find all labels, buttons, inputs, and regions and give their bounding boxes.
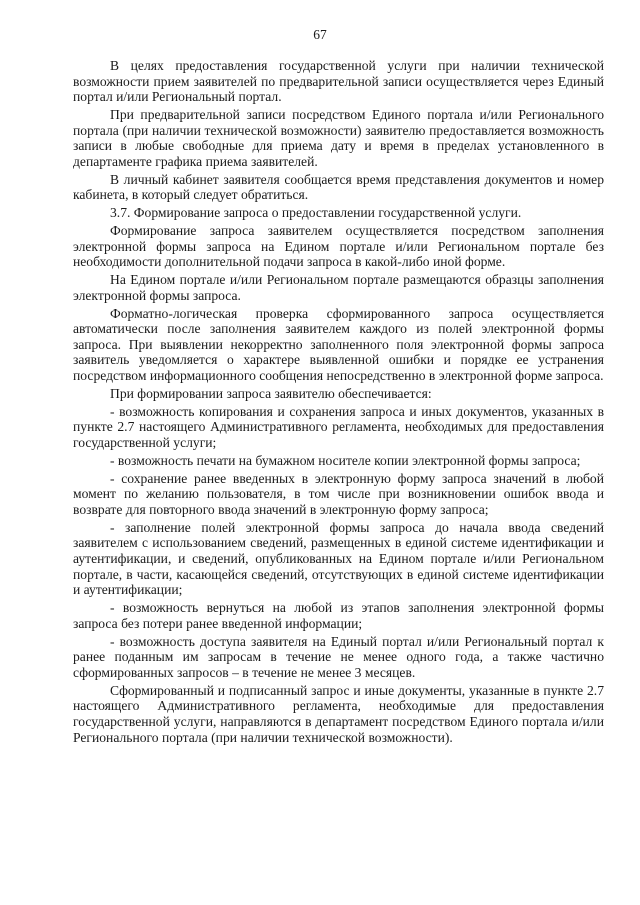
list-item-return-step: - возможность вернуться на любой из этапов заполнения электронной формы запроса без потери ранее введенной информации; xyxy=(73,600,604,631)
page-number: 67 xyxy=(313,27,327,42)
paragraph-request-form: Формирование запроса заявителем осуществляется посредством заполнения электронной формы запроса на Едином портале и/или Региональном портале без необходимости дополнительной подачи запроса в какой-либо иной форме. xyxy=(73,223,604,270)
paragraph-appointment-slots: При предварительной записи посредством Единого портала и/или Регионального портала (при наличии технической возможности) заявителю предоставляется возможность записи в любые свободные для приема дату и время в пределах установленного в департаменте графика приема заявителей. xyxy=(73,107,604,169)
list-item-prefill: - заполнение полей электронной формы запроса до начала ввода сведений заявителем с использованием сведений, размещенных в единой системе идентификации и аутентификации, и сведений, опубликованных на Едином портале и/или Региональном портале, в части, касающейся сведений, отсутствующих в единой системе идентификации и аутентификации; xyxy=(73,519,604,598)
list-item-print: - возможность печати на бумажном носителе копии электронной формы запроса; xyxy=(110,452,581,468)
paragraph-online-appointment: В целях предоставления государственной услуги при наличии технической возможности прием заявителей по предварительной записи осуществляется через Единый портал и/или Региональный портал. xyxy=(73,58,604,105)
list-item-access-history: - возможность доступа заявителя на Единый портал и/или Региональный портал к ранее поданным им запросам в течение не менее одного года, а также частично сформированных запросов – в течение не менее 3 месяцев. xyxy=(73,633,604,680)
paragraph-submission: Сформированный и подписанный запрос и иные документы, указанные в пункте 2.7 настоящего Административного регламента, необходимые для предоставления государственной услуги, направляются в департамент посредством Единого портала и/или Регионального портала (при наличии технической возможности). xyxy=(73,682,604,745)
section-heading-3-7: 3.7. Формирование запроса о предоставлении государственной услуги. xyxy=(110,205,522,221)
document-body xyxy=(73,58,604,745)
paragraph-personal-cabinet: В личный кабинет заявителя сообщается время представления документов и номер кабинета, в который следует обратиться. xyxy=(73,171,604,203)
list-item-copy-save: - возможность копирования и сохранения запроса и иных документов, указанных в пункте 2.7 настоящего Административного регламента, необходимых для предоставления государственной услуги; xyxy=(73,403,604,451)
paragraph-format-check: Форматно-логическая проверка сформированного запроса осуществляется автоматически после заполнения заявителем каждого из полей электронной формы запроса. При выявлении некорректно заполненного поля электронной формы запроса заявитель уведомляется о характере выявленной ошибки и порядке ее устранения посредством информационного сообщения непосредственно в электронной форме запроса. xyxy=(73,305,604,384)
paragraph-form-samples: На Едином портале и/или Региональном портале размещаются образцы заполнения электронной формы запроса. xyxy=(73,272,604,303)
list-item-save-values: - сохранение ранее введенных в электронную форму запроса значений в любой момент по желанию пользователя, в том числе при возникновении ошибок ввода и возврате для повторного ввода значений в электронную форму запроса; xyxy=(73,470,604,517)
paragraph-provisions-intro: При формировании запроса заявителю обеспечивается: xyxy=(110,385,432,401)
